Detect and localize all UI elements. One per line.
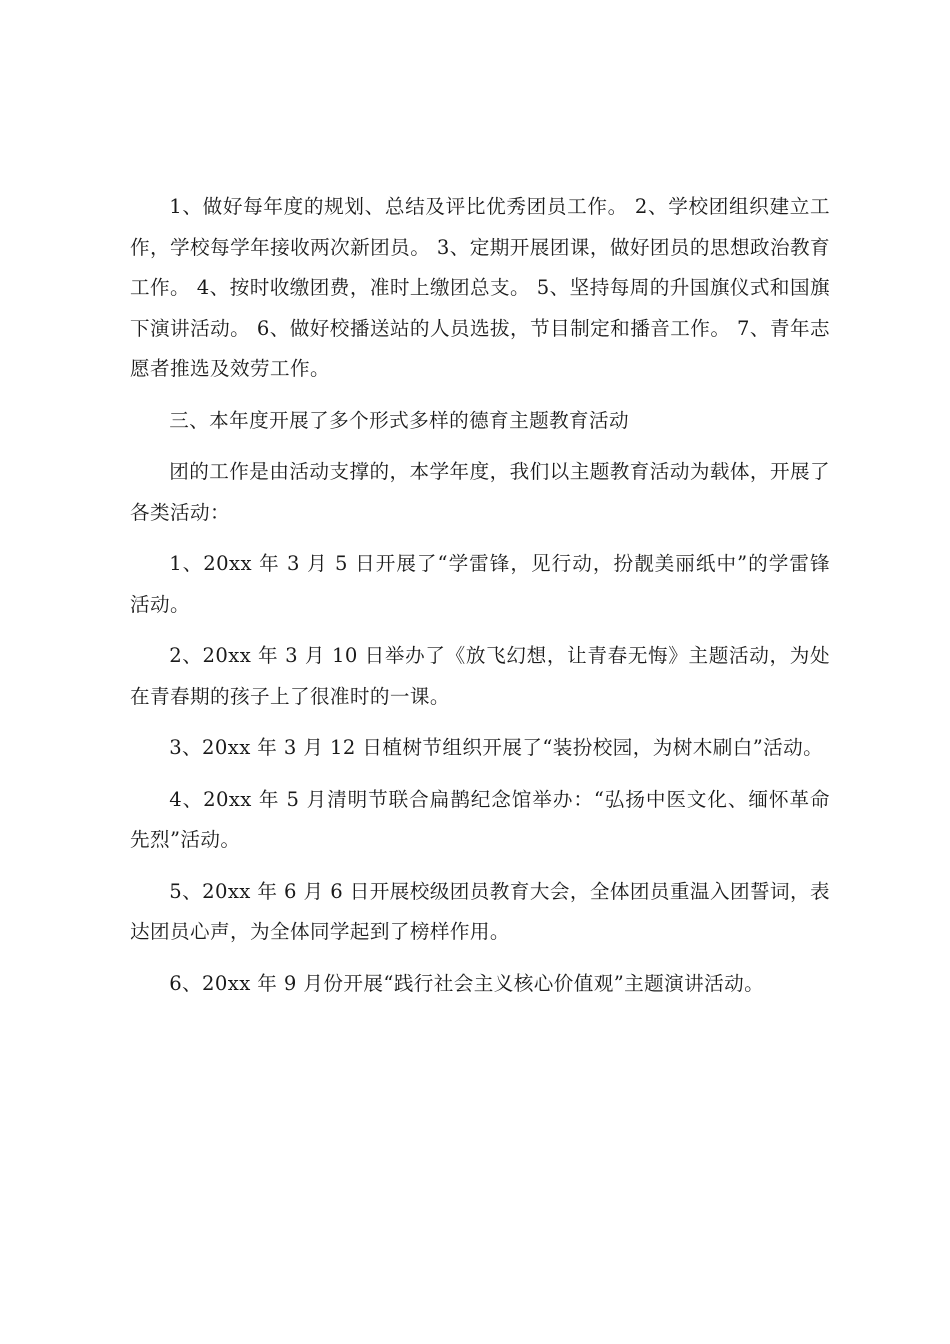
section-heading-three: 三、本年度开展了多个形式多样的德育主题教育活动 xyxy=(169,408,630,432)
paragraph-work-list: 1、做好每年度的规划、总结及评比优秀团员工作。 2、学校团组织建立工作，学校每学年接收两次新团员。 3、定期开展团课，做好团员的思想政治教育工作。 4、按时收缴团费，准时上缴团总支。 5、坚持每周的升国旗仪式和国旗下演讲活动。 6、做好校播送站的人员选拔，节目制定和播音工作。 7、青年志愿者推选及效劳工作。 xyxy=(130,195,830,380)
activity-item-3: 3、20xx 年 3 月 12 日植树节组织开展了“装扮校园，为树木刷白”活动。 xyxy=(169,736,824,759)
document-body xyxy=(130,187,830,1015)
activity-item-5: 5、20xx 年 6 月 6 日开展校级团员教育大会，全体团员重温入团誓词，表达团员心声，为全体同学起到了榜样作用。 xyxy=(130,879,830,943)
activity-item-4: 4、20xx 年 5 月清明节联合扁鹊纪念馆举办：“弘扬中医文化、缅怀革命先烈”活动。 xyxy=(130,787,830,851)
activity-item-1: 1、20xx 年 3 月 5 日开展了“学雷锋，见行动，扮靓美丽纸中”的学雷锋活动。 xyxy=(130,552,830,616)
activity-item-6: 6、20xx 年 9 月份开展“践行社会主义核心价值观”主题演讲活动。 xyxy=(169,971,765,995)
activity-item-2: 2、20xx 年 3 月 10 日举办了《放飞幻想，让青春无悔》主题活动，为处在青春期的孩子上了很准时的一课。 xyxy=(130,644,830,708)
paragraph-intro: 团的工作是由活动支撑的，本学年度，我们以主题教育活动为载体，开展了各类活动： xyxy=(130,460,830,524)
